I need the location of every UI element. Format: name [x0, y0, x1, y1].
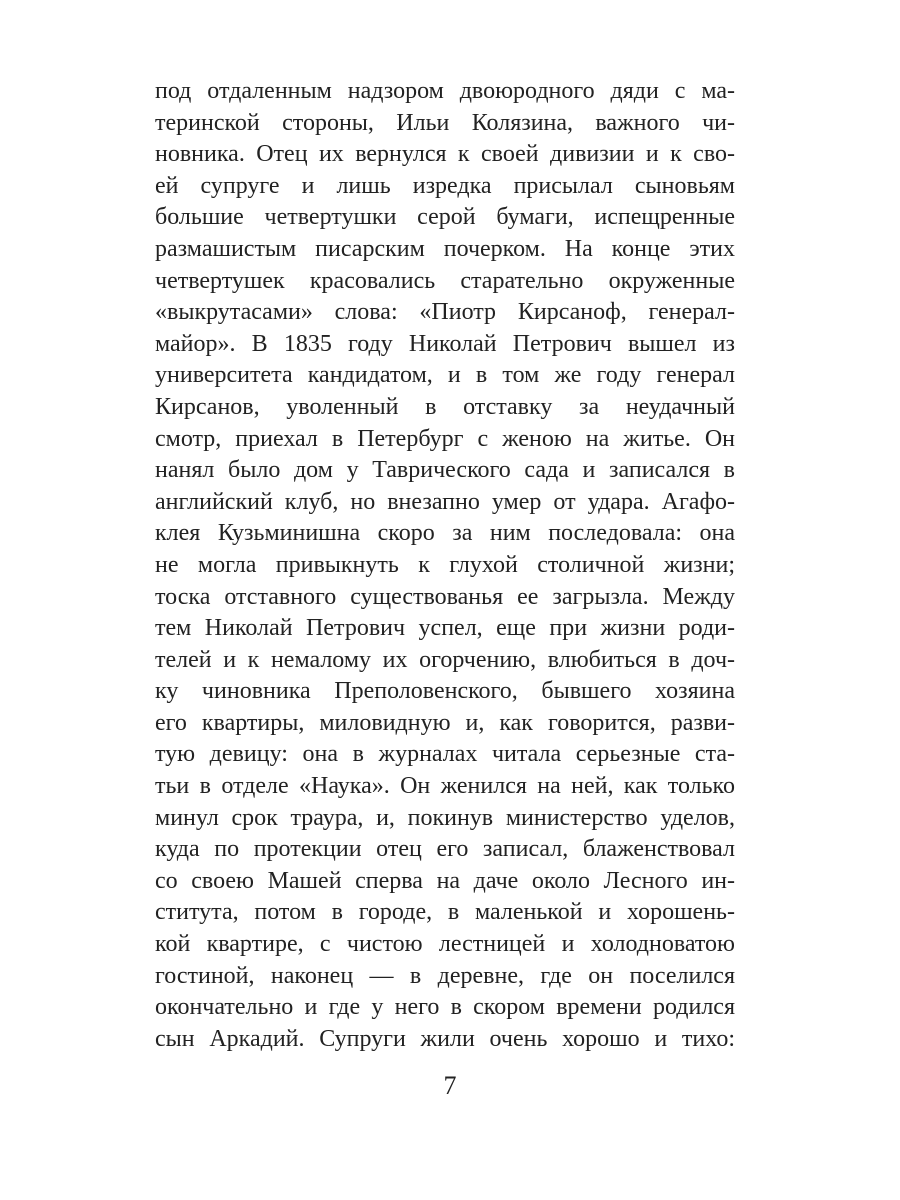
- text-line: тую девицу: она в журналах читала серьезные ста-: [155, 741, 735, 768]
- text-line: сын Аркадий. Супруги жили очень хорошо и тихо:: [155, 1025, 735, 1052]
- text-line: кой квартире, с чистою лестницей и холодноватою: [155, 931, 735, 958]
- text-line: английский клуб, но внезапно умер от удара. Агафо-: [155, 488, 735, 515]
- text-line: его квартиры, миловидную и, как говорится, разви-: [155, 709, 735, 736]
- text-line: ей супруге и лишь изредка присылал сыновьям: [155, 172, 735, 199]
- text-line: «выкрутасами» слова: «Пиотр Кирсаноф, генерал-: [155, 299, 735, 326]
- text-line: смотр, приехал в Петербург с женою на житье. Он: [155, 425, 735, 452]
- text-line: не могла привыкнуть к глухой столичной жизни;: [155, 551, 735, 578]
- text-line: окончательно и где у него в скором времени родился: [155, 994, 735, 1021]
- text-line: клея Кузьминишна скоро за ним последовала: она: [155, 520, 735, 547]
- text-line: телей и к немалому их огорчению, влюбиться в доч-: [155, 646, 735, 673]
- text-line: тоска отставного существованья ее загрызла. Между: [155, 583, 735, 610]
- body-text: [155, 76, 735, 1055]
- text-line: ститута, потом в городе, в маленькой и хорошень-: [155, 899, 735, 926]
- text-line: теринской стороны, Ильи Колязина, важного чи-: [155, 109, 735, 136]
- text-line: нанял было дом у Таврического сада и записался в: [155, 457, 735, 484]
- text-line: четвертушек красовались старательно окруженные: [155, 267, 735, 294]
- text-line: тем Николай Петрович успел, еще при жизни роди-: [155, 615, 735, 642]
- text-line: куда по протекции отец его записал, блаженствовал: [155, 836, 735, 863]
- text-line: размашистым писарским почерком. На конце этих: [155, 235, 735, 262]
- text-line: гостиной, наконец — в деревне, где он поселился: [155, 962, 735, 989]
- text-line: Кирсанов, уволенный в отставку за неудачный: [155, 393, 735, 420]
- text-line: ку чиновника Преполовенского, бывшего хозяина: [155, 678, 735, 705]
- text-line: майор». В 1835 году Николай Петрович вышел из: [155, 330, 735, 357]
- text-line: новника. Отец их вернулся к своей дивизии и к сво-: [155, 141, 735, 168]
- text-line: большие четвертушки серой бумаги, испещренные: [155, 204, 735, 231]
- text-line: тьи в отделе «Наука». Он женился на ней, как только: [155, 773, 735, 800]
- text-line: под отдаленным надзором двоюродного дяди с ма-: [155, 78, 735, 104]
- text-line: минул срок траура, и, покинув министерство уделов,: [155, 804, 735, 831]
- text-line: университета кандидатом, и в том же году генерал: [155, 362, 735, 389]
- page-number: 7: [443, 1071, 457, 1100]
- text-line: со своею Машей сперва на даче около Лесного ин-: [155, 867, 735, 894]
